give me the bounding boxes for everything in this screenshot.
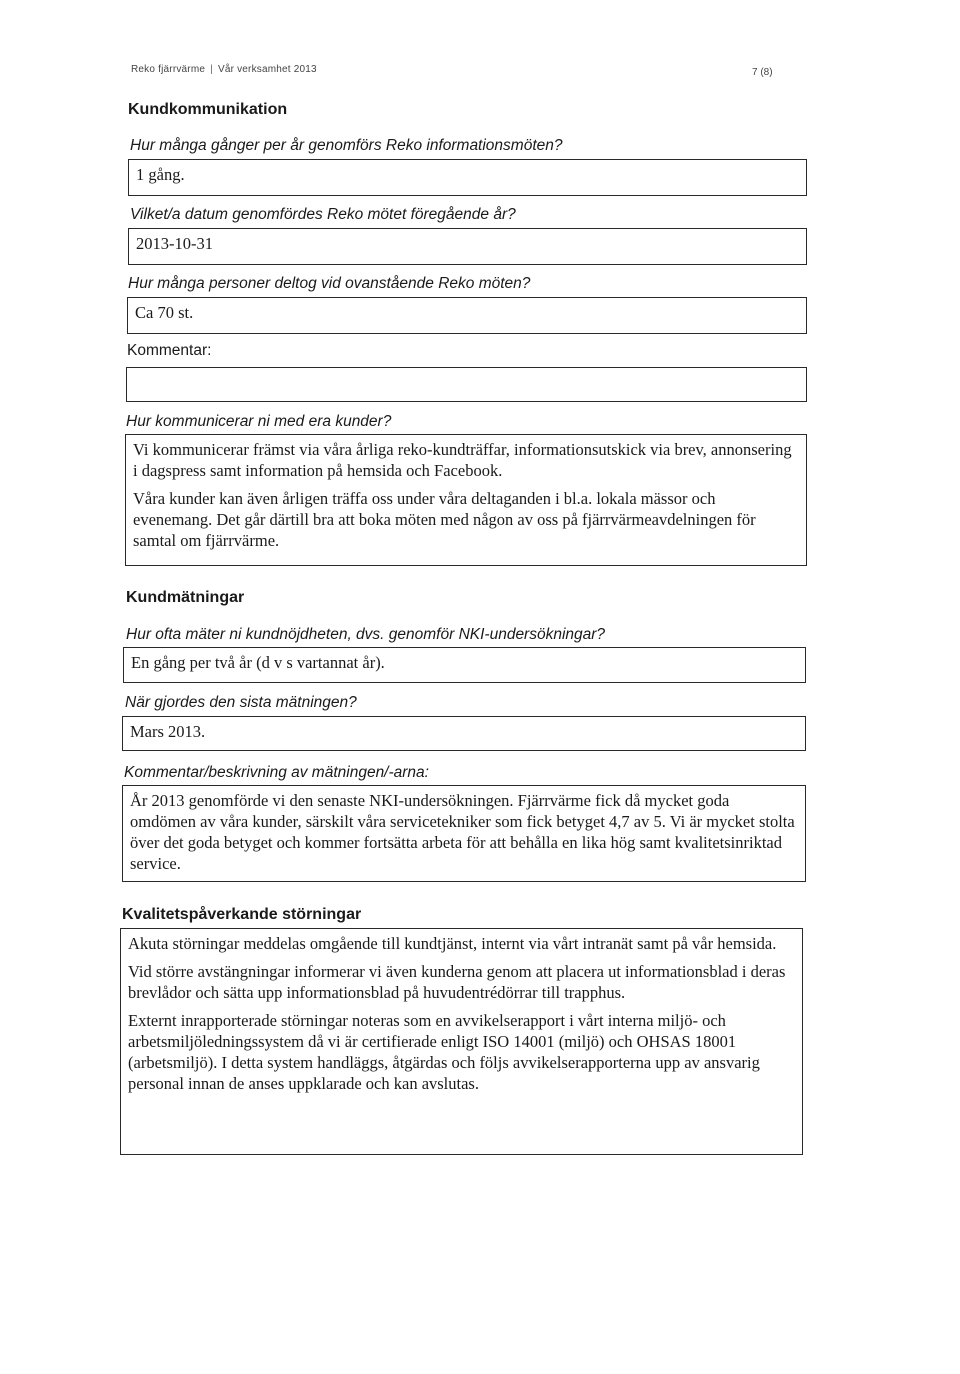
- section-title-kundmatningar: Kundmätningar: [126, 589, 245, 606]
- comment-label: Kommentar:: [127, 342, 212, 359]
- answer-field-nki-frequency[interactable]: [123, 647, 806, 683]
- header-separator: |: [210, 64, 213, 75]
- header-doc-title: Vår verksamhet 2013: [217, 64, 317, 75]
- answer-field-communication-channels[interactable]: [125, 434, 807, 566]
- comment-field[interactable]: [126, 367, 807, 402]
- answer-text: En gång per två år (d v s vartannat år).: [131, 653, 385, 672]
- question-meeting-date: Vilket/a datum genomfördes Reko mötet föregående år?: [130, 206, 516, 223]
- answer-field-meeting-date[interactable]: [128, 228, 807, 265]
- question-last-measurement: När gjordes den sista mätningen?: [125, 694, 357, 711]
- answer-paragraph-1: Vi kommunicerar främst via våra årliga reko-kundträffar, informationsutskick via brev, annonsering i dagspress samt information på hemsida och Facebook.: [133, 440, 792, 480]
- answer-text: Mars 2013.: [130, 722, 206, 741]
- header-org: Reko fjärrvärme: [131, 64, 206, 75]
- disturbance-paragraph-2: Vid större avstängningar informerar vi även kunderna genom att placera ut informationsblad i deras brevlådor och sätta upp informationsblad på huvudentrédörrar till trapphus.: [128, 962, 786, 1002]
- question-attendee-count: Hur många personer deltog vid ovanstående Reko möten?: [128, 275, 531, 292]
- comment-label-measurement: Kommentar/beskrivning av mätningen/-arna:: [124, 764, 429, 781]
- disturbance-paragraph-1: Akuta störningar meddelas omgående till kundtjänst, internt via vårt intranät samt på vår hemsida.: [128, 934, 777, 953]
- comment-text: År 2013 genomförde vi den senaste NKI-undersökningen. Fjärrvärme fick då mycket goda omdömen av våra kunder, särskilt våra servicetekniker som fick betyget 4,7 av 5. Vi är mycket stolta över det goda betyget och kommer fortsätta arbeta för att behålla en lika hög samt kvalitetsinriktad service.: [130, 791, 795, 873]
- answer-paragraph-2: Våra kunder kan även årligen träffa oss under våra deltaganden i bl.a. lokala mässor och evenemang. Det går därtill bra att boka möten med någon av oss på fjärrvärmeavdelningen för samtal om fjärrvärme.: [133, 489, 756, 550]
- question-nki-frequency: Hur ofta mäter ni kundnöjdheten, dvs. genomför NKI-undersökningar?: [126, 626, 606, 643]
- section-title-kundkommunikation: Kundkommunikation: [128, 101, 288, 118]
- answer-text: 1 gång.: [136, 165, 185, 184]
- answer-field-info-meetings-count[interactable]: [128, 159, 807, 196]
- page-header: [131, 64, 317, 75]
- answer-field-attendee-count[interactable]: [127, 297, 807, 334]
- disturbance-paragraph-3: Externt inrapporterade störningar noteras som en avvikelserapport i vårt interna miljö- och arbetsmiljöledningssystem då vi är certifierade enligt ISO 14001 (miljö) och OHSAS 18001 (arbetsmiljö). I detta system handläggs, åtgärdas och följs avvikelserapporterna upp av ansvarig personal innan de anses uppklarade och kan avslutas.: [128, 1011, 760, 1093]
- question-info-meetings-count: Hur många gånger per år genomförs Reko informationsmöten?: [130, 137, 563, 154]
- question-communication-channels: Hur kommunicerar ni med era kunder?: [126, 413, 392, 430]
- answer-text: Ca 70 st.: [135, 303, 194, 322]
- answer-field-last-measurement[interactable]: [122, 716, 806, 751]
- page-number: 7 (8): [752, 67, 773, 78]
- answer-field-disturbances[interactable]: [120, 928, 803, 1155]
- comment-field-measurement[interactable]: [122, 785, 806, 882]
- section-title-storningar: Kvalitetspåverkande störningar: [122, 906, 362, 923]
- answer-text: 2013-10-31: [136, 234, 213, 253]
